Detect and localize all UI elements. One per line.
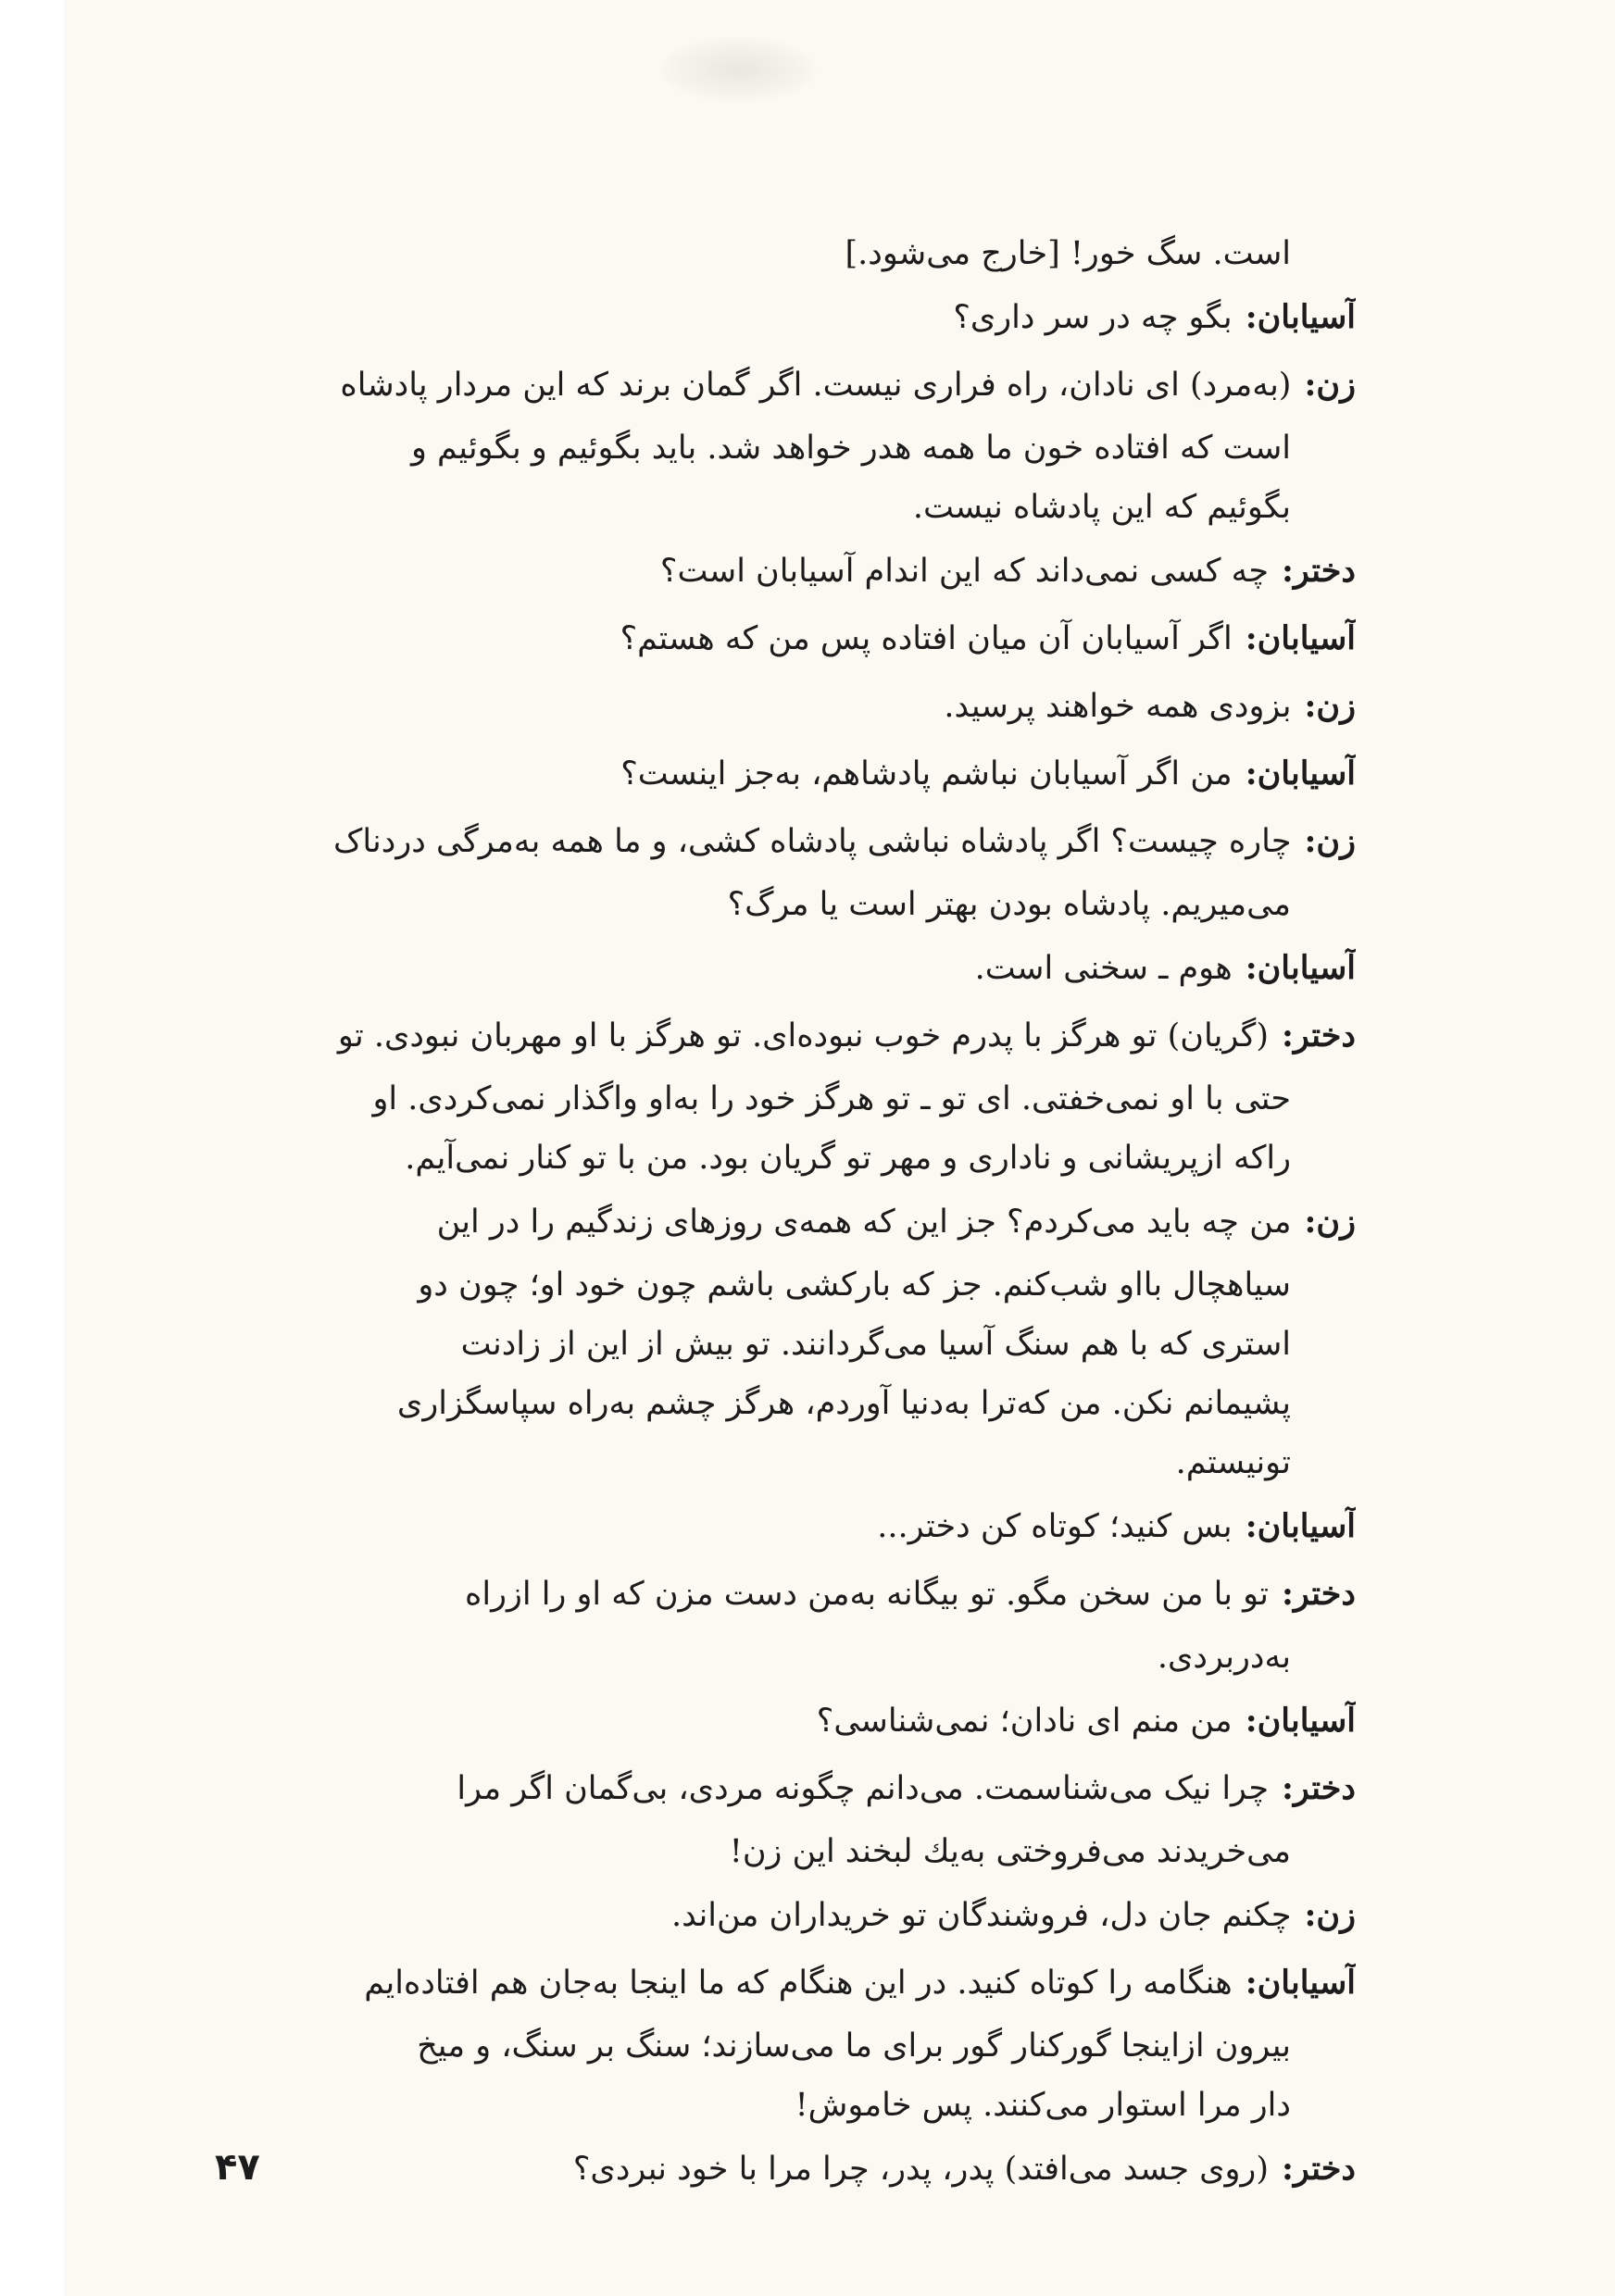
continuation-line xyxy=(226,418,1356,478)
speaker-name: زن: xyxy=(1304,687,1356,725)
dialogue-line xyxy=(226,807,1356,875)
paper-stain xyxy=(659,37,817,102)
dialogue-line xyxy=(226,283,1356,351)
continuation-line xyxy=(226,478,1356,537)
speech-text: (روی جسد می‌افتد) پدر، پدر، چرا مرا با خود نبردی؟ xyxy=(572,2150,1269,2188)
dialogue-line xyxy=(226,1492,1356,1560)
continuation-line xyxy=(226,1628,1356,1687)
speech-text: بیرون ازاینجا گورکنار گور برای ما می‌سازند؛ سنگ بر سنگ، و میخ xyxy=(417,2028,1291,2065)
dialogue-line xyxy=(226,934,1356,1002)
speaker-name: زن: xyxy=(1304,822,1356,860)
page-sheet xyxy=(67,0,1615,2296)
speech-text: دار مرا استوار می‌کنند. پس خاموش! xyxy=(795,2087,1291,2124)
dialogue-line xyxy=(226,351,1356,418)
speech-text: حتی با او نمی‌خفتی. ای تو ـ تو هرگز خود را به‌او واگذار نمی‌کردی. او xyxy=(372,1080,1291,1117)
continuation-line xyxy=(226,1129,1356,1188)
page-number: ۴۷ xyxy=(215,2146,260,2189)
speaker-name: زن: xyxy=(1304,366,1356,404)
speech-text: اگر آسیابان آن میان افتاده پس من که هستم؟ xyxy=(620,619,1233,657)
continuation-line xyxy=(226,1822,1356,1881)
dialogue-line xyxy=(226,537,1356,605)
dialogue-line xyxy=(226,1881,1356,1949)
continuation-line xyxy=(226,2076,1356,2135)
dialogue-line xyxy=(226,672,1356,740)
speaker-name: آسیابان: xyxy=(1245,1507,1356,1545)
speaker-name: دختر: xyxy=(1281,552,1356,590)
speaker-name: دختر: xyxy=(1281,1769,1356,1807)
speaker-name: آسیابان: xyxy=(1245,298,1356,336)
speaker-name: دختر: xyxy=(1281,1575,1356,1613)
speech-text: سیاهچال بااو شب‌کنم. جز که بارکشی باشم چون خود او؛ چون دو xyxy=(418,1267,1291,1304)
speech-text: (گریان) تو هرگز با پدرم خوب نبوده‌ای. تو هرگز با او مهربان نبودی. تو xyxy=(337,1017,1269,1054)
speech-text: بگو چه در سر داری؟ xyxy=(953,298,1233,336)
dialogue-line xyxy=(226,1560,1356,1628)
speaker-name: آسیابان: xyxy=(1245,755,1356,792)
continuation-line xyxy=(226,224,1356,283)
speech-text: چاره چیست؟ اگر پادشاه نباشی پادشاه کشی، و ما همه به‌مرگی دردناک xyxy=(333,822,1292,860)
speaker-name: آسیابان: xyxy=(1245,949,1356,987)
speech-text: تونیستم. xyxy=(1175,1444,1291,1481)
speech-text: هوم ـ سخنی است. xyxy=(974,949,1233,987)
speech-text: استری که با هم سنگ آسیا می‌گردانند. تو بیش از این از زادنت xyxy=(460,1326,1291,1363)
dialogue-line xyxy=(226,1687,1356,1754)
speech-text: بگوئیم که این پادشاه نیست. xyxy=(912,489,1291,526)
speaker-name: آسیابان: xyxy=(1245,619,1356,657)
dialogue-line xyxy=(226,605,1356,672)
speech-text: چه کسی نمی‌داند که این اندام آسیابان است؟ xyxy=(659,552,1269,590)
speaker-name: دختر: xyxy=(1281,1017,1356,1054)
speech-text: من چه باید می‌کردم؟ جز این که همه‌ی روزهای زندگیم را در این xyxy=(436,1203,1292,1241)
speech-text: بس کنید؛ کوتاه کن دختر... xyxy=(877,1507,1233,1545)
continuation-line xyxy=(226,2016,1356,2076)
speech-text: چکنم جان دل، فروشندگان تو خریداران من‌اند. xyxy=(671,1896,1292,1934)
speech-text: می‌میریم. پادشاه بودن بهتر است یا مرگ؟ xyxy=(727,886,1291,923)
continuation-line xyxy=(226,1255,1356,1315)
continuation-line xyxy=(226,1374,1356,1433)
speech-text: هنگامه را کوتاه کنید. در این هنگام که ما اینجا به‌جان هم افتاده‌ایم xyxy=(364,1964,1233,2002)
speech-text: (به‌مرد) ای نادان، راه فراری نیست. اگر گمان برند که این مردار پادشاه xyxy=(340,366,1292,404)
dialogue-line xyxy=(226,1002,1356,1069)
continuation-line xyxy=(226,1315,1356,1374)
speaker-name: آسیابان: xyxy=(1245,1702,1356,1740)
speaker-name: دختر: xyxy=(1281,2150,1356,2188)
speaker-name: آسیابان: xyxy=(1245,1964,1356,2002)
speech-text: می‌خریدند می‌فروختی به‌یك لبخند این زن! xyxy=(729,1833,1291,1870)
speech-text: پشیمانم نکن. من که‌ترا به‌دنیا آوردم، هرگز چشم به‌راه سپاسگزاری xyxy=(396,1385,1291,1422)
speech-text: راکه ازپریشانی و ناداری و مهر تو گریان بود. من با تو کنار نمی‌آیم. xyxy=(405,1140,1291,1177)
speech-text: چرا نیک می‌شناسمت. می‌دانم چگونه مردی، بی‌گمان اگر مرا xyxy=(457,1769,1269,1807)
speech-text: است که افتاده خون ما همه هدر خواهد شد. باید بگوئیم و بگوئیم و xyxy=(410,430,1291,467)
continuation-line xyxy=(226,875,1356,934)
speaker-name: زن: xyxy=(1304,1203,1356,1241)
speech-text: تو با من سخن مگو. تو بیگانه به‌من دست مزن که او را ازراه xyxy=(465,1575,1269,1613)
dialogue-line xyxy=(226,1188,1356,1255)
dialogue-line xyxy=(226,1754,1356,1822)
speech-text: من منم ای نادان؛ نمی‌شناسی؟ xyxy=(816,1702,1233,1740)
continuation-line xyxy=(226,1433,1356,1492)
speaker-name: زن: xyxy=(1304,1896,1356,1934)
dialogue-line xyxy=(226,2135,1356,2202)
play-text-body xyxy=(226,224,1356,2202)
speech-text: بزودی همه خواهند پرسید. xyxy=(944,687,1292,725)
speech-text: است. سگ خور! [خارج می‌شود.] xyxy=(845,235,1291,272)
speech-text: به‌دربردی. xyxy=(1157,1639,1291,1676)
continuation-line xyxy=(226,1069,1356,1129)
speech-text: من اگر آسیابان نباشم پادشاهم، به‌جز اینست؟ xyxy=(620,755,1233,792)
dialogue-line xyxy=(226,740,1356,807)
dialogue-line xyxy=(226,1949,1356,2016)
